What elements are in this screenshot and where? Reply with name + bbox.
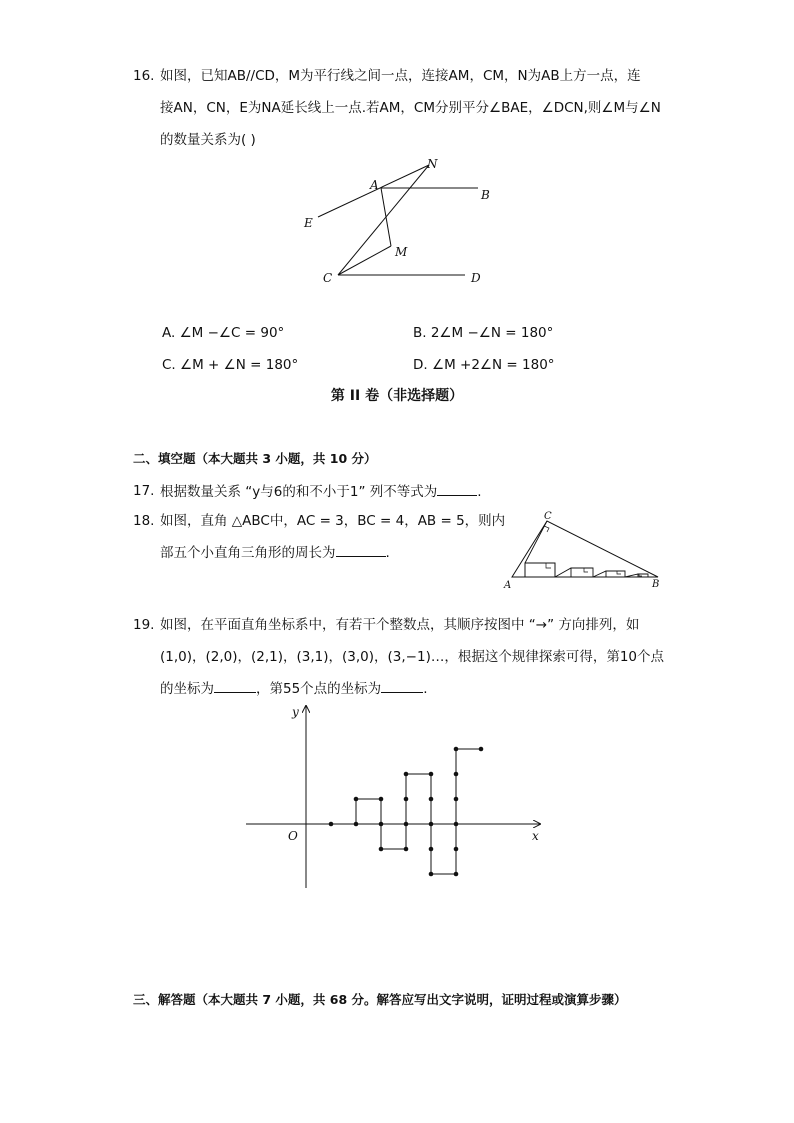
q18-label-c: C xyxy=(544,511,552,522)
q16-label-c: C xyxy=(323,271,333,285)
q18-figure xyxy=(500,508,670,590)
q19-text-line3a: 的坐标为 xyxy=(160,681,214,697)
q16-label-e: E xyxy=(304,216,313,230)
q18-text-line1: 如图，直角 △ABC中，AC = 3，BC = 4，AB = 5，则内 xyxy=(160,513,506,529)
q16-option-b: B. 2∠M −∠N = 180° xyxy=(413,325,554,341)
q16-text-line3: 的数量关系为( ) xyxy=(160,132,256,148)
q16-text-line1: 如图，已知AB//CD，M为平行线之间一点，连接AM，CM，N为AB上方一点，连 xyxy=(160,68,641,84)
y-axis-label: y xyxy=(292,705,299,719)
q19-text-line1: 如图，在平面直角坐标系中，有若干个整数点，其顺序按图中 “→” 方向排列，如 xyxy=(160,617,640,633)
q16-text-line2: 接AN，CN，E为NA延长线上一点.若AM，CM分别平分∠BAE，∠DCN,则∠M与∠N xyxy=(160,100,661,116)
q18-line2 xyxy=(160,542,390,563)
q19-number: 19. xyxy=(133,617,155,633)
q17-number: 17. xyxy=(133,483,155,499)
q16-option-d: D. ∠M +2∠N = 180° xyxy=(413,357,555,373)
q19-answer-blank-2[interactable] xyxy=(381,678,423,693)
section2-header: 二、填空题（本大题共 3 小题，共 10 分） xyxy=(133,451,377,466)
q17-answer-blank[interactable] xyxy=(437,481,477,496)
q19-end: . xyxy=(423,681,428,697)
q19-answer-blank-1[interactable] xyxy=(214,678,256,693)
q18-number: 18. xyxy=(133,513,155,529)
q16-label-a: A xyxy=(370,178,379,192)
q18-label-b: B xyxy=(652,579,660,590)
q16-label-m: M xyxy=(395,245,408,259)
q16-number: 16. xyxy=(133,68,155,84)
origin-label: O xyxy=(288,829,298,843)
q19-text-line2: (1,0)，(2,0)，(2,1)，(3,1)，(3,0)，(3,−1)…，根据这个规律探索可得，第10个点 xyxy=(160,649,665,665)
q16-option-a: A. ∠M −∠C = 90° xyxy=(162,325,285,341)
q16-label-n: N xyxy=(427,157,438,171)
q19-line3 xyxy=(160,678,427,699)
q16-label-d: D xyxy=(471,271,481,285)
x-axis-label: x xyxy=(532,829,539,843)
part2-title: 第 II 卷（非选择题） xyxy=(330,388,464,404)
q16-option-c: C. ∠M + ∠N = 180° xyxy=(162,357,299,373)
q18-label-a: A xyxy=(504,580,512,590)
q17-line xyxy=(160,481,482,502)
q19-coordinate-figure xyxy=(240,700,550,892)
q18-answer-blank[interactable] xyxy=(336,542,386,557)
point-path xyxy=(331,749,481,874)
q18-end: . xyxy=(385,545,390,561)
q18-text-line2: 部五个小直角三角形的周长为 xyxy=(160,545,336,561)
q16-label-b: B xyxy=(481,188,490,202)
q17-end: . xyxy=(477,484,482,500)
section3-header: 三、解答题（本大题共 7 小题，共 68 分。解答应写出文字说明，证明过程或演算步骤） xyxy=(133,992,627,1007)
q19-text-line3b: ，第55个点的坐标为 xyxy=(256,681,382,697)
q17-text: 根据数量关系 “y与6的和不小于1” 列不等式为 xyxy=(160,484,438,500)
q16-figure xyxy=(290,150,510,290)
